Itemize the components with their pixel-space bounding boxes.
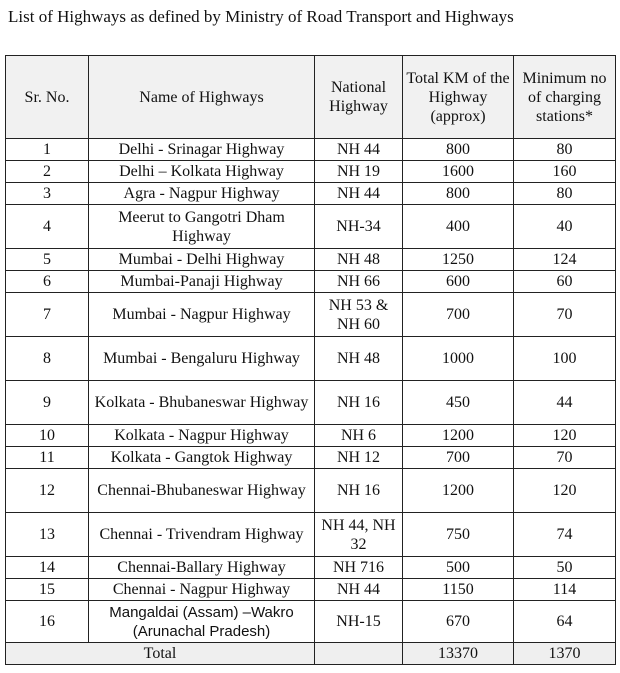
header-total-km: Total KM of the Highway (approx) — [403, 56, 514, 139]
min-stations-cell: 120 — [514, 425, 616, 447]
sr-no-cell: 10 — [6, 425, 89, 447]
total-nh-cell — [315, 643, 403, 665]
sr-no-cell: 4 — [6, 205, 89, 249]
total-km-cell: 750 — [403, 513, 514, 557]
min-stations-cell: 44 — [514, 381, 616, 425]
min-stations-cell: 40 — [514, 205, 616, 249]
min-stations-cell: 74 — [514, 513, 616, 557]
sr-no-cell: 11 — [6, 447, 89, 469]
total-km-cell: 700 — [403, 447, 514, 469]
min-stations-cell: 70 — [514, 293, 616, 337]
sr-no-cell: 1 — [6, 139, 89, 161]
national-highway-cell: NH 48 — [315, 337, 403, 381]
total-km-cell: 1000 — [403, 337, 514, 381]
highways-table — [5, 55, 616, 665]
national-highway-cell: NH 16 — [315, 381, 403, 425]
highway-name-cell: Mumbai - Delhi Highway — [89, 249, 315, 271]
table-row — [6, 579, 616, 601]
sr-no-cell: 16 — [6, 601, 89, 643]
highway-name-cell: Chennai-Bhubaneswar Highway — [89, 469, 315, 513]
table-row — [6, 557, 616, 579]
header-row — [6, 56, 616, 139]
national-highway-cell: NH 48 — [315, 249, 403, 271]
total-km-cell: 1250 — [403, 249, 514, 271]
sr-no-cell: 14 — [6, 557, 89, 579]
total-km-cell: 450 — [403, 381, 514, 425]
highway-name-cell: Chennai - Nagpur Highway — [89, 579, 315, 601]
table-row — [6, 425, 616, 447]
table-row — [6, 183, 616, 205]
min-stations-cell: 60 — [514, 271, 616, 293]
total-km-cell: 1200 — [403, 469, 514, 513]
sr-no-cell: 12 — [6, 469, 89, 513]
min-stations-cell: 124 — [514, 249, 616, 271]
table-row — [6, 447, 616, 469]
sr-no-cell: 8 — [6, 337, 89, 381]
highway-name-cell: Agra - Nagpur Highway — [89, 183, 315, 205]
highway-name-cell: Kolkata - Bhubaneswar Highway — [89, 381, 315, 425]
table-row — [6, 337, 616, 381]
min-stations-cell: 120 — [514, 469, 616, 513]
highway-name-cell: Mumbai - Bengaluru Highway — [89, 337, 315, 381]
table-row — [6, 249, 616, 271]
table-row — [6, 271, 616, 293]
table-row — [6, 513, 616, 557]
sr-no-cell: 6 — [6, 271, 89, 293]
national-highway-cell: NH 66 — [315, 271, 403, 293]
total-km-cell: 700 — [403, 293, 514, 337]
sr-no-cell: 9 — [6, 381, 89, 425]
header-national-highway: National Highway — [315, 56, 403, 139]
highway-name-cell: Meerut to Gangotri Dham Highway — [89, 205, 315, 249]
total-label: Total — [6, 643, 315, 665]
table-row — [6, 601, 616, 643]
national-highway-cell: NH 44 — [315, 139, 403, 161]
header-name-of-highways: Name of Highways — [89, 56, 315, 139]
highway-name-cell: Chennai - Trivendram Highway — [89, 513, 315, 557]
total-km-cell: 400 — [403, 205, 514, 249]
total-km-value: 13370 — [403, 643, 514, 665]
min-stations-cell: 80 — [514, 139, 616, 161]
total-km-cell: 500 — [403, 557, 514, 579]
highway-name-cell: Kolkata - Gangtok Highway — [89, 447, 315, 469]
total-km-cell: 670 — [403, 601, 514, 643]
min-stations-cell: 160 — [514, 161, 616, 183]
highway-name-cell: Mumbai - Nagpur Highway — [89, 293, 315, 337]
total-km-cell: 800 — [403, 183, 514, 205]
national-highway-cell: NH 716 — [315, 557, 403, 579]
total-km-cell: 800 — [403, 139, 514, 161]
min-stations-cell: 114 — [514, 579, 616, 601]
document-title: List of Highways as defined by Ministry of Road Transport and Highways — [8, 7, 514, 26]
highway-name-cell: Delhi - Srinagar Highway — [89, 139, 315, 161]
table-row — [6, 139, 616, 161]
national-highway-cell: NH 53 & NH 60 — [315, 293, 403, 337]
min-stations-cell: 70 — [514, 447, 616, 469]
table-row — [6, 293, 616, 337]
sr-no-cell: 7 — [6, 293, 89, 337]
min-stations-cell: 100 — [514, 337, 616, 381]
table-row — [6, 381, 616, 425]
table-row — [6, 161, 616, 183]
national-highway-cell: NH 16 — [315, 469, 403, 513]
highway-name-cell: Mangaldai (Assam) –Wakro (Arunachal Pradesh) — [89, 601, 315, 643]
national-highway-cell: NH 44 — [315, 579, 403, 601]
table-row — [6, 469, 616, 513]
national-highway-cell: NH 44, NH 32 — [315, 513, 403, 557]
header-sr-no: Sr. No. — [6, 56, 89, 139]
total-row — [6, 643, 616, 665]
table-row — [6, 205, 616, 249]
sr-no-cell: 13 — [6, 513, 89, 557]
header-min-charging-stations: Minimum no of charging stations* — [514, 56, 616, 139]
national-highway-cell: NH-34 — [315, 205, 403, 249]
sr-no-cell: 3 — [6, 183, 89, 205]
min-stations-cell: 50 — [514, 557, 616, 579]
national-highway-cell: NH 12 — [315, 447, 403, 469]
min-stations-cell: 80 — [514, 183, 616, 205]
total-km-cell: 600 — [403, 271, 514, 293]
min-stations-cell: 64 — [514, 601, 616, 643]
national-highway-cell: NH-15 — [315, 601, 403, 643]
sr-no-cell: 2 — [6, 161, 89, 183]
national-highway-cell: NH 44 — [315, 183, 403, 205]
total-min-stations-value: 1370 — [514, 643, 616, 665]
total-km-cell: 1200 — [403, 425, 514, 447]
highway-name-cell: Delhi – Kolkata Highway — [89, 161, 315, 183]
national-highway-cell: NH 6 — [315, 425, 403, 447]
sr-no-cell: 15 — [6, 579, 89, 601]
sr-no-cell: 5 — [6, 249, 89, 271]
total-km-cell: 1150 — [403, 579, 514, 601]
national-highway-cell: NH 19 — [315, 161, 403, 183]
highway-name-cell: Chennai-Ballary Highway — [89, 557, 315, 579]
highway-name-cell: Kolkata - Nagpur Highway — [89, 425, 315, 447]
highway-name-cell: Mumbai-Panaji Highway — [89, 271, 315, 293]
total-km-cell: 1600 — [403, 161, 514, 183]
